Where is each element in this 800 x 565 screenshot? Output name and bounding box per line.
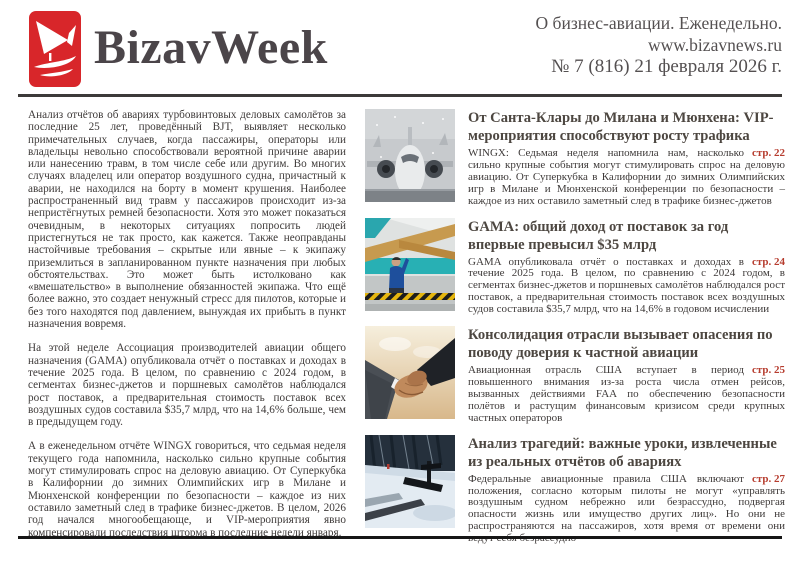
news-title: Консолидация отрасли вызывает опасения по поводу доверия к частной авиации xyxy=(468,327,773,362)
news-text xyxy=(468,109,785,208)
news-thumbnail-handshake-image xyxy=(365,326,455,419)
news-item xyxy=(365,435,785,545)
news-thumbnail-crash-snow-image xyxy=(365,435,455,528)
lead-paragraph: А в еженедельном отчёте WINGX говориться, что седьмая неделя текущего года напомнила, насколько сильно крупные события могут стимулировать спрос на деловую авиацию. От Суперкубка в Калифорнии до зимних Олимпийских игр в Милане и Мюнхенской конференции по безопасности – каждое из них оставило заметный след в трафике бизнес-джетов. В целом, 2026 год начался многообещающе, и VIP-мероприятия явно компенсировали последствия шторма в последние недели января. xyxy=(28,440,346,539)
header-divider xyxy=(18,94,782,97)
bizav-logo xyxy=(29,11,81,87)
lead-paragraph: На этой неделе Ассоциация производителей авиации общего назначения (GAMA) опубликовала отчёт о поставках и доходах в течение 2025 года. В целом, по сравнению с 2024 годом, в сегментах бизнес-джетов и поршневых самолётов наблюдался рост поставок, а предварительная стоимость поставок всех воздушных судов составила $35,7 млрд, что на 14,6% больше, чем в предыдущем году. xyxy=(28,342,346,429)
page-ref-link[interactable]: стр. 27 xyxy=(751,472,785,485)
news-body-text: Федеральные авиационные правила США включают положения, согласно которым пилоты не могут «управлять воздушным судном небрежно или безрассудно, подвергая опасности жизнь или имущество других лиц». Но они не распространяются на пассажиров, хотя время от времени они ведут себя безрассудно xyxy=(468,472,785,545)
news-title: Анализ трагедий: важные уроки, извлеченные из реальных отчётов об авариях xyxy=(468,435,777,470)
news-body-text: WINGX: Седьмая неделя напомнила нам, насколько сильно крупные события могут стимулировать спрос на деловую авиацию. От Суперкубка в Калифорнии до зимних Олимпийских игр в Милане и Мюнхенской конференции по безопасности – каждое из них оставило заметный след в трафике бизнес-джетов xyxy=(468,147,785,207)
news-thumbnail-factory-image xyxy=(365,218,455,311)
crash-site-snow-illustration xyxy=(365,435,455,528)
news-item xyxy=(365,109,785,208)
news-item xyxy=(365,326,785,425)
website-link[interactable]: www.bizavnews.ru xyxy=(648,35,782,55)
main-content xyxy=(28,109,785,555)
issue-info xyxy=(536,12,782,78)
brand-title: BizavWeek xyxy=(94,21,328,74)
page-ref-link[interactable]: стр. 25 xyxy=(751,364,785,377)
news-text xyxy=(468,218,785,317)
lead-column xyxy=(28,109,346,555)
news-body-text: Авиационная отрасль США вступает в период повышенного внимания из-за роста числа отмен рейсов, вызванных действиями FAA по обеспечению безопасности полётов и растущим финансовым кризисом среди крупных частных операторов xyxy=(468,364,785,424)
airplane-logo-icon xyxy=(29,11,81,87)
page-ref-link[interactable]: стр. 22 xyxy=(751,147,785,159)
footer-divider xyxy=(18,536,782,539)
news-body xyxy=(468,365,785,425)
masthead xyxy=(28,8,782,94)
news-body xyxy=(468,257,785,317)
news-body xyxy=(468,148,785,208)
tagline: О бизнес-авиации. Еженедельно. xyxy=(535,13,782,33)
news-title: GAMA: общий доход от поставок за год впервые превысил $35 млрд xyxy=(468,218,729,253)
page-ref-link[interactable]: стр. 24 xyxy=(751,255,785,268)
factory-worker-illustration xyxy=(365,218,455,311)
news-text xyxy=(468,435,785,545)
news-text xyxy=(468,326,785,425)
jet-front-snow-illustration xyxy=(365,109,455,202)
news-item xyxy=(365,218,785,317)
news-thumbnail-jet-snow-image xyxy=(365,109,455,202)
news-column xyxy=(365,109,785,555)
issue-number: № 7 (816) 21 февраля 2026 г. xyxy=(551,56,782,77)
handshake-illustration xyxy=(365,326,455,419)
news-body-text: GAMA опубликовала отчёт о поставках и доходах в течение 2025 года. В целом, по сравнению с 2024 годом, в сегментах бизнес-джетов и поршневых самолётов наблюдался рост поставок, а предварительная стоимость поставок всех воздушных судов составила $35,7 млрд, что на 14,6% в годовом исчислении xyxy=(468,255,785,316)
lead-paragraph: Анализ отчётов об авариях турбовинтовых деловых самолётов за последние 25 лет, проведённый BJT, выявляет несколько примечательных случаев, когда пассажиры, операторы или владельцы невольно способствовали вероятной причине аварии или нанесению травм, в том числе себе или другим. Во многих случаях владелец или оператор воздушного судна, причастный к аварии, не находился на борту в момент крушения. Наиболее распространенный вид травм у пассажиров происходит из-за непристёгнутых ремней безопасности. Хотя это может показаться очевидным, в некоторых ситуациях попросить людей пристегнуться не так просто, как кажется. Также неоправданы настойчивые требования – скрытые или явные – к экипажу приземлиться в запланированном пункте назначения при любых обстоятельствах. Это может быть истолковано как «вмешательство» в выполнение обязанностей экипажа. Что ещё более важно, это создает ненужный стресс для пилотов, которые и без того находятся под давлением, вынуждая их прибыть в пункт назначения вовремя. xyxy=(28,109,346,331)
news-body xyxy=(468,474,785,545)
news-title: От Санта-Клары до Милана и Мюнхена: VIP-мероприятия способствуют росту трафика xyxy=(468,110,774,144)
